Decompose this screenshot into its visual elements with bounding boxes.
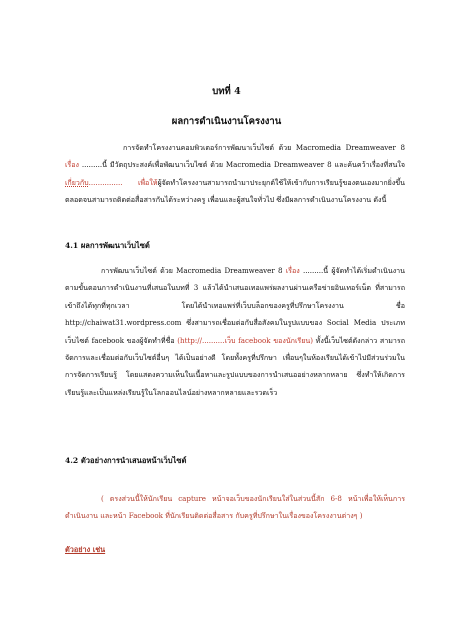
section-heading-4-2: 4.2 ตัวอย่างการนำเสนอหน้าเว็บไซต์: [65, 456, 187, 465]
section-1-paragraph: [65, 262, 405, 437]
chapter-title: ผลการดำเนินงานโครงงาน: [171, 116, 282, 127]
intro-text-2: .........นี้ มีวัตถุประสงค์เพื่อพัฒนาเว็บไซต์ ด้วย Macromedia Dreamweaver 8 และค้นคว้าเรื่องที่สนใจ: [78, 160, 405, 170]
section-heading-4-1: 4.1 ผลการพัฒนาเว็บไซต์: [65, 241, 150, 250]
chapter-number: บทที่ 4: [212, 86, 241, 97]
intro-text-4: ผู้จัดทำโครงงานสามารถนำมาประยุกต์ใช้ให้เข้ากับการเรียนรู้ของตนเองมากยิ่งขึ้น ตลอดจนสามารถติดต่อสื่อสารกันได้ระหว่างครู เพื่อนและผู้สนใจทั่วไป ซึ่งมีผลการดำเนินงานโครงงาน ดังนี้: [65, 177, 405, 205]
section-1-text-3: ทั้งนี้เว็บไซต์ดังกล่าว สามารถจัดการและเชื่อมต่อกับเว็บไซต์อื่นๆ ได้เป็นอย่างดี โดยทั้งครูที่ปรึกษา เพื่อนๆในห้องเรียนได้เข้าไปมีส่วนร่วมในการจัดการเรียนรู้ โดยแสดงความเห็นในเนื้อหาและรูปแบบของการนำเสนออย่างหลากหลาย ซึ่งทำให้เกิดการเรียนรู้และเป็นแหล่งเรียนรู้ในโลกออนไลน์อย่างหลากหลายและรวดเร็ว: [65, 335, 405, 397]
intro-text-3: ...............: [88, 177, 138, 187]
section-1-text-1: การพัฒนาเว็บไซต์ ด้วย Macromedia Dreamweaver 8: [101, 266, 286, 275]
section-1-topic-label: เรื่อง: [285, 266, 300, 275]
purpose-label: เพื่อให้: [137, 177, 158, 187]
related-label: เกี่ยวกับ: [65, 177, 89, 187]
facebook-link[interactable]: (http://..........เว็บ facebook ของนักเรียน): [177, 335, 313, 345]
section-1-text-2: .........นี้ ผู้จัดทำได้เริ่มดำเนินงานตามขั้นตอนการดำเนินงานที่เสนอในบทที่ 3 แล้วได้นำเสนอเทอแพร่ผลงานผ่านเครือข่ายอินเทอร์เน็ต ที่สามารถเข้าถึงได้ทุกที่ทุกเวลา โดยได้นำเทอแพร่ที่เว็บบล็อกของครูที่ปรึกษาโครงงาน ชื่อ http://chaiwat31.wordpress.com ซึ่งสามารถเชื่อมต่อกับสื่อสังคมในรูปแบบของ Social Media ประเภทเว็บไซต์ facebook ของผู้จัดทำที่ชื่อ: [65, 266, 405, 345]
example-label: ตัวอย่าง เช่น: [65, 545, 106, 554]
topic-label: เรื่อง: [65, 160, 79, 170]
intro-text-1: การจัดทำโครงงานคอมพิวเตอร์การพัฒนาเว็บไซต์ ด้วย Macromedia Dreamweaver 8: [123, 143, 405, 152]
instruction-paragraph: ( ตรงส่วนนี้ให้นักเรียน capture หน้าจอเว็บของนักเรียนใส่ในส่วนนี้สัก 6-8 หน้าเพื่อให้เห็นการดำเนินงาน และหน้า Facebook ที่นักเรียนติดต่อสื่อสาร กับครูที่ปรึกษาในเรื่องของโครงงานต่างๆ ): [65, 494, 405, 521]
intro-paragraph: [65, 139, 405, 227]
